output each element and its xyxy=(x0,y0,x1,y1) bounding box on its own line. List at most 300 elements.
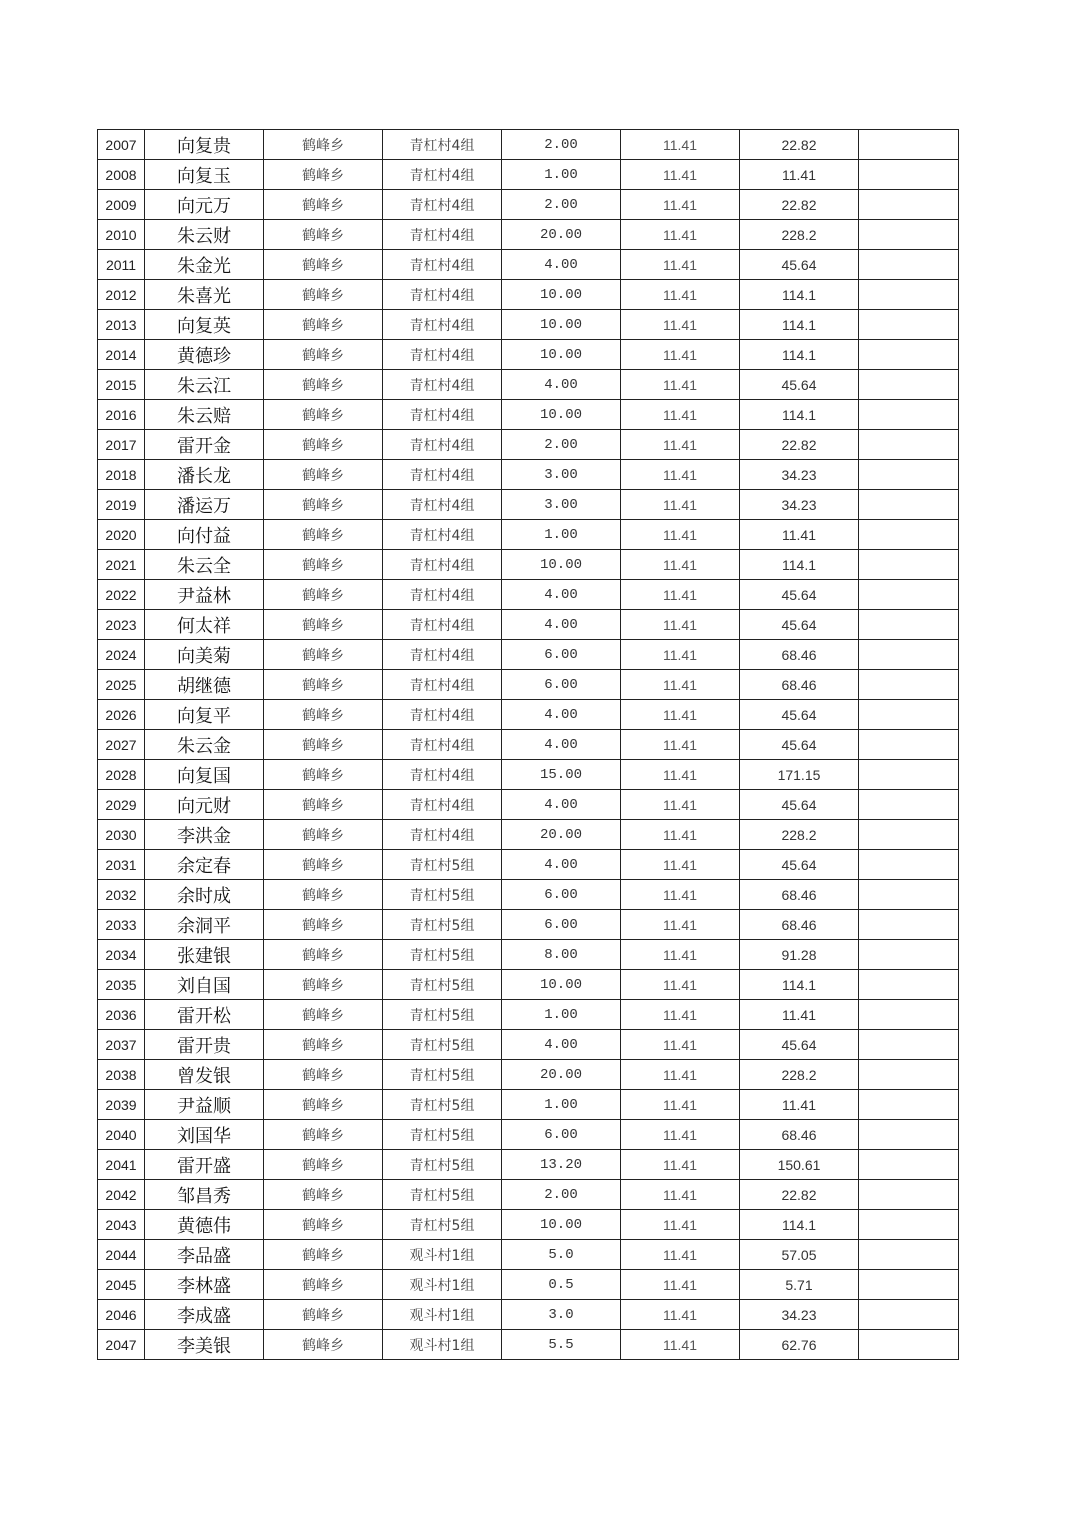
village-cell: 青杠村4组 xyxy=(383,490,502,520)
area-cell: 0.5 xyxy=(502,1270,621,1300)
area-cell: 15.00 xyxy=(502,760,621,790)
rate-cell: 11.41 xyxy=(621,790,740,820)
table-row xyxy=(98,1060,959,1090)
table-row xyxy=(98,220,959,250)
amount-cell: 22.82 xyxy=(740,430,859,460)
note-cell xyxy=(859,820,959,850)
rate-cell: 11.41 xyxy=(621,730,740,760)
note-cell xyxy=(859,1150,959,1180)
note-cell xyxy=(859,1060,959,1090)
village-cell: 青杠村4组 xyxy=(383,730,502,760)
village-cell: 青杠村4组 xyxy=(383,280,502,310)
row-number-cell: 2026 xyxy=(98,700,145,730)
village-cell: 青杠村5组 xyxy=(383,1150,502,1180)
row-number-cell: 2034 xyxy=(98,940,145,970)
amount-cell: 68.46 xyxy=(740,1120,859,1150)
row-number-cell: 2046 xyxy=(98,1300,145,1330)
name-cell: 雷开贵 xyxy=(145,1030,264,1060)
amount-cell: 45.64 xyxy=(740,610,859,640)
village-cell: 青杠村5组 xyxy=(383,850,502,880)
village-cell: 青杠村5组 xyxy=(383,1060,502,1090)
amount-cell: 45.64 xyxy=(740,700,859,730)
note-cell xyxy=(859,370,959,400)
town-cell: 鹤峰乡 xyxy=(264,910,383,940)
row-number-cell: 2040 xyxy=(98,1120,145,1150)
town-cell: 鹤峰乡 xyxy=(264,940,383,970)
row-number-cell: 2027 xyxy=(98,730,145,760)
note-cell xyxy=(859,1090,959,1120)
table-row xyxy=(98,1030,959,1060)
village-cell: 青杠村4组 xyxy=(383,190,502,220)
area-cell: 6.00 xyxy=(502,640,621,670)
note-cell xyxy=(859,760,959,790)
row-number-cell: 2019 xyxy=(98,490,145,520)
village-cell: 青杠村4组 xyxy=(383,610,502,640)
town-cell: 鹤峰乡 xyxy=(264,1150,383,1180)
table-row xyxy=(98,760,959,790)
table-row xyxy=(98,790,959,820)
note-cell xyxy=(859,1120,959,1150)
name-cell: 潘运万 xyxy=(145,490,264,520)
note-cell xyxy=(859,790,959,820)
table-row xyxy=(98,820,959,850)
rate-cell: 11.41 xyxy=(621,940,740,970)
area-cell: 4.00 xyxy=(502,790,621,820)
name-cell: 雷开松 xyxy=(145,1000,264,1030)
table-row xyxy=(98,640,959,670)
amount-cell: 11.41 xyxy=(740,1090,859,1120)
town-cell: 鹤峰乡 xyxy=(264,190,383,220)
name-cell: 朱云赔 xyxy=(145,400,264,430)
amount-cell: 68.46 xyxy=(740,880,859,910)
village-cell: 青杠村4组 xyxy=(383,460,502,490)
area-cell: 1.00 xyxy=(502,520,621,550)
rate-cell: 11.41 xyxy=(621,550,740,580)
table-row xyxy=(98,700,959,730)
area-cell: 1.00 xyxy=(502,1000,621,1030)
name-cell: 何太祥 xyxy=(145,610,264,640)
village-cell: 青杠村5组 xyxy=(383,1000,502,1030)
village-cell: 青杠村4组 xyxy=(383,580,502,610)
note-cell xyxy=(859,520,959,550)
town-cell: 鹤峰乡 xyxy=(264,730,383,760)
amount-cell: 68.46 xyxy=(740,910,859,940)
rate-cell: 11.41 xyxy=(621,1060,740,1090)
area-cell: 3.00 xyxy=(502,460,621,490)
area-cell: 4.00 xyxy=(502,250,621,280)
table-row xyxy=(98,670,959,700)
amount-cell: 228.2 xyxy=(740,1060,859,1090)
town-cell: 鹤峰乡 xyxy=(264,1180,383,1210)
name-cell: 朱喜光 xyxy=(145,280,264,310)
note-cell xyxy=(859,1180,959,1210)
note-cell xyxy=(859,1030,959,1060)
note-cell xyxy=(859,550,959,580)
area-cell: 6.00 xyxy=(502,910,621,940)
note-cell xyxy=(859,400,959,430)
area-cell: 20.00 xyxy=(502,820,621,850)
note-cell xyxy=(859,1000,959,1030)
amount-cell: 45.64 xyxy=(740,730,859,760)
name-cell: 余洞平 xyxy=(145,910,264,940)
village-cell: 青杠村5组 xyxy=(383,940,502,970)
amount-cell: 34.23 xyxy=(740,1300,859,1330)
table-row xyxy=(98,730,959,760)
row-number-cell: 2013 xyxy=(98,310,145,340)
town-cell: 鹤峰乡 xyxy=(264,1330,383,1360)
town-cell: 鹤峰乡 xyxy=(264,340,383,370)
rate-cell: 11.41 xyxy=(621,520,740,550)
name-cell: 朱云全 xyxy=(145,550,264,580)
table-row xyxy=(98,340,959,370)
rate-cell: 11.41 xyxy=(621,850,740,880)
row-number-cell: 2028 xyxy=(98,760,145,790)
rate-cell: 11.41 xyxy=(621,400,740,430)
amount-cell: 228.2 xyxy=(740,820,859,850)
town-cell: 鹤峰乡 xyxy=(264,670,383,700)
name-cell: 李品盛 xyxy=(145,1240,264,1270)
note-cell xyxy=(859,1240,959,1270)
village-cell: 青杠村5组 xyxy=(383,880,502,910)
row-number-cell: 2014 xyxy=(98,340,145,370)
table-row xyxy=(98,490,959,520)
town-cell: 鹤峰乡 xyxy=(264,430,383,460)
area-cell: 10.00 xyxy=(502,340,621,370)
rate-cell: 11.41 xyxy=(621,340,740,370)
village-cell: 青杠村4组 xyxy=(383,790,502,820)
table-row xyxy=(98,190,959,220)
village-cell: 青杠村4组 xyxy=(383,400,502,430)
town-cell: 鹤峰乡 xyxy=(264,490,383,520)
rate-cell: 11.41 xyxy=(621,130,740,160)
area-cell: 10.00 xyxy=(502,550,621,580)
town-cell: 鹤峰乡 xyxy=(264,850,383,880)
village-cell: 青杠村5组 xyxy=(383,1030,502,1060)
village-cell: 青杠村5组 xyxy=(383,970,502,1000)
rate-cell: 11.41 xyxy=(621,490,740,520)
area-cell: 2.00 xyxy=(502,190,621,220)
town-cell: 鹤峰乡 xyxy=(264,820,383,850)
row-number-cell: 2016 xyxy=(98,400,145,430)
town-cell: 鹤峰乡 xyxy=(264,1300,383,1330)
rate-cell: 11.41 xyxy=(621,310,740,340)
area-cell: 3.0 xyxy=(502,1300,621,1330)
table-row xyxy=(98,1330,959,1360)
name-cell: 向元万 xyxy=(145,190,264,220)
rate-cell: 11.41 xyxy=(621,1240,740,1270)
name-cell: 胡继德 xyxy=(145,670,264,700)
note-cell xyxy=(859,730,959,760)
rate-cell: 11.41 xyxy=(621,280,740,310)
table-row xyxy=(98,430,959,460)
town-cell: 鹤峰乡 xyxy=(264,880,383,910)
area-cell: 10.00 xyxy=(502,400,621,430)
table-row xyxy=(98,1000,959,1030)
village-cell: 青杠村4组 xyxy=(383,160,502,190)
rate-cell: 11.41 xyxy=(621,460,740,490)
amount-cell: 11.41 xyxy=(740,1000,859,1030)
note-cell xyxy=(859,700,959,730)
row-number-cell: 2018 xyxy=(98,460,145,490)
town-cell: 鹤峰乡 xyxy=(264,250,383,280)
row-number-cell: 2025 xyxy=(98,670,145,700)
name-cell: 黄德珍 xyxy=(145,340,264,370)
row-number-cell: 2037 xyxy=(98,1030,145,1060)
area-cell: 6.00 xyxy=(502,1120,621,1150)
note-cell xyxy=(859,190,959,220)
row-number-cell: 2009 xyxy=(98,190,145,220)
note-cell xyxy=(859,250,959,280)
town-cell: 鹤峰乡 xyxy=(264,460,383,490)
note-cell xyxy=(859,460,959,490)
row-number-cell: 2008 xyxy=(98,160,145,190)
name-cell: 曾发银 xyxy=(145,1060,264,1090)
note-cell xyxy=(859,130,959,160)
area-cell: 4.00 xyxy=(502,730,621,760)
amount-cell: 45.64 xyxy=(740,580,859,610)
amount-cell: 114.1 xyxy=(740,970,859,1000)
row-number-cell: 2007 xyxy=(98,130,145,160)
row-number-cell: 2011 xyxy=(98,250,145,280)
table-row xyxy=(98,1300,959,1330)
note-cell xyxy=(859,1300,959,1330)
amount-cell: 68.46 xyxy=(740,670,859,700)
town-cell: 鹤峰乡 xyxy=(264,1240,383,1270)
table-row xyxy=(98,310,959,340)
name-cell: 向复国 xyxy=(145,760,264,790)
village-cell: 青杠村4组 xyxy=(383,700,502,730)
name-cell: 向复英 xyxy=(145,310,264,340)
note-cell xyxy=(859,1330,959,1360)
village-cell: 青杠村4组 xyxy=(383,820,502,850)
area-cell: 4.00 xyxy=(502,580,621,610)
table-row xyxy=(98,160,959,190)
rate-cell: 11.41 xyxy=(621,430,740,460)
name-cell: 朱金光 xyxy=(145,250,264,280)
town-cell: 鹤峰乡 xyxy=(264,580,383,610)
village-cell: 青杠村4组 xyxy=(383,670,502,700)
row-number-cell: 2044 xyxy=(98,1240,145,1270)
village-cell: 青杠村4组 xyxy=(383,760,502,790)
name-cell: 雷开盛 xyxy=(145,1150,264,1180)
town-cell: 鹤峰乡 xyxy=(264,310,383,340)
rate-cell: 11.41 xyxy=(621,910,740,940)
rate-cell: 11.41 xyxy=(621,1000,740,1030)
name-cell: 潘长龙 xyxy=(145,460,264,490)
name-cell: 李洪金 xyxy=(145,820,264,850)
area-cell: 10.00 xyxy=(502,280,621,310)
note-cell xyxy=(859,430,959,460)
rate-cell: 11.41 xyxy=(621,880,740,910)
area-cell: 4.00 xyxy=(502,850,621,880)
amount-cell: 34.23 xyxy=(740,460,859,490)
table-row xyxy=(98,280,959,310)
name-cell: 向付益 xyxy=(145,520,264,550)
village-cell: 观斗村1组 xyxy=(383,1270,502,1300)
rate-cell: 11.41 xyxy=(621,670,740,700)
area-cell: 4.00 xyxy=(502,370,621,400)
name-cell: 邹昌秀 xyxy=(145,1180,264,1210)
amount-cell: 22.82 xyxy=(740,1180,859,1210)
name-cell: 朱云财 xyxy=(145,220,264,250)
table-row xyxy=(98,910,959,940)
row-number-cell: 2010 xyxy=(98,220,145,250)
area-cell: 5.5 xyxy=(502,1330,621,1360)
area-cell: 1.00 xyxy=(502,1090,621,1120)
name-cell: 尹益顺 xyxy=(145,1090,264,1120)
amount-cell: 57.05 xyxy=(740,1240,859,1270)
village-cell: 观斗村1组 xyxy=(383,1330,502,1360)
row-number-cell: 2017 xyxy=(98,430,145,460)
area-cell: 20.00 xyxy=(502,1060,621,1090)
name-cell: 朱云江 xyxy=(145,370,264,400)
table-row xyxy=(98,1090,959,1120)
row-number-cell: 2021 xyxy=(98,550,145,580)
village-cell: 青杠村5组 xyxy=(383,910,502,940)
rate-cell: 11.41 xyxy=(621,1300,740,1330)
row-number-cell: 2039 xyxy=(98,1090,145,1120)
note-cell xyxy=(859,610,959,640)
amount-cell: 11.41 xyxy=(740,160,859,190)
area-cell: 2.00 xyxy=(502,430,621,460)
town-cell: 鹤峰乡 xyxy=(264,1060,383,1090)
village-cell: 青杠村4组 xyxy=(383,370,502,400)
area-cell: 10.00 xyxy=(502,310,621,340)
amount-cell: 114.1 xyxy=(740,400,859,430)
village-cell: 青杠村4组 xyxy=(383,220,502,250)
table-row xyxy=(98,580,959,610)
row-number-cell: 2035 xyxy=(98,970,145,1000)
name-cell: 向美菊 xyxy=(145,640,264,670)
town-cell: 鹤峰乡 xyxy=(264,1210,383,1240)
rate-cell: 11.41 xyxy=(621,610,740,640)
village-cell: 青杠村4组 xyxy=(383,340,502,370)
table-row xyxy=(98,1270,959,1300)
row-number-cell: 2033 xyxy=(98,910,145,940)
amount-cell: 68.46 xyxy=(740,640,859,670)
note-cell xyxy=(859,340,959,370)
area-cell: 8.00 xyxy=(502,940,621,970)
name-cell: 余定春 xyxy=(145,850,264,880)
name-cell: 雷开金 xyxy=(145,430,264,460)
amount-cell: 22.82 xyxy=(740,130,859,160)
town-cell: 鹤峰乡 xyxy=(264,1120,383,1150)
name-cell: 刘自国 xyxy=(145,970,264,1000)
town-cell: 鹤峰乡 xyxy=(264,400,383,430)
row-number-cell: 2030 xyxy=(98,820,145,850)
table-row xyxy=(98,850,959,880)
name-cell: 向复玉 xyxy=(145,160,264,190)
village-cell: 青杠村4组 xyxy=(383,430,502,460)
village-cell: 青杠村4组 xyxy=(383,130,502,160)
rate-cell: 11.41 xyxy=(621,820,740,850)
amount-cell: 22.82 xyxy=(740,190,859,220)
rate-cell: 11.41 xyxy=(621,970,740,1000)
name-cell: 李美银 xyxy=(145,1330,264,1360)
table-row xyxy=(98,1180,959,1210)
table-row xyxy=(98,1210,959,1240)
amount-cell: 114.1 xyxy=(740,280,859,310)
data-table xyxy=(97,129,959,1360)
amount-cell: 45.64 xyxy=(740,370,859,400)
town-cell: 鹤峰乡 xyxy=(264,790,383,820)
note-cell xyxy=(859,670,959,700)
area-cell: 4.00 xyxy=(502,700,621,730)
town-cell: 鹤峰乡 xyxy=(264,280,383,310)
row-number-cell: 2029 xyxy=(98,790,145,820)
village-cell: 青杠村5组 xyxy=(383,1120,502,1150)
table-row xyxy=(98,1150,959,1180)
area-cell: 10.00 xyxy=(502,1210,621,1240)
rate-cell: 11.41 xyxy=(621,1210,740,1240)
note-cell xyxy=(859,940,959,970)
table-row xyxy=(98,610,959,640)
amount-cell: 114.1 xyxy=(740,340,859,370)
row-number-cell: 2036 xyxy=(98,1000,145,1030)
name-cell: 朱云金 xyxy=(145,730,264,760)
table-row xyxy=(98,250,959,280)
amount-cell: 171.15 xyxy=(740,760,859,790)
rate-cell: 11.41 xyxy=(621,1030,740,1060)
name-cell: 尹益林 xyxy=(145,580,264,610)
area-cell: 2.00 xyxy=(502,130,621,160)
area-cell: 13.20 xyxy=(502,1150,621,1180)
town-cell: 鹤峰乡 xyxy=(264,130,383,160)
village-cell: 青杠村4组 xyxy=(383,250,502,280)
village-cell: 观斗村1组 xyxy=(383,1240,502,1270)
rate-cell: 11.41 xyxy=(621,220,740,250)
rate-cell: 11.41 xyxy=(621,1150,740,1180)
amount-cell: 62.76 xyxy=(740,1330,859,1360)
rate-cell: 11.41 xyxy=(621,370,740,400)
area-cell: 1.00 xyxy=(502,160,621,190)
area-cell: 2.00 xyxy=(502,1180,621,1210)
name-cell: 余时成 xyxy=(145,880,264,910)
name-cell: 向复平 xyxy=(145,700,264,730)
village-cell: 青杠村5组 xyxy=(383,1210,502,1240)
table-row xyxy=(98,940,959,970)
row-number-cell: 2022 xyxy=(98,580,145,610)
name-cell: 李林盛 xyxy=(145,1270,264,1300)
town-cell: 鹤峰乡 xyxy=(264,1270,383,1300)
area-cell: 4.00 xyxy=(502,1030,621,1060)
amount-cell: 228.2 xyxy=(740,220,859,250)
rate-cell: 11.41 xyxy=(621,1180,740,1210)
table-row xyxy=(98,130,959,160)
row-number-cell: 2024 xyxy=(98,640,145,670)
rate-cell: 11.41 xyxy=(621,580,740,610)
table-row xyxy=(98,460,959,490)
amount-cell: 91.28 xyxy=(740,940,859,970)
table-row xyxy=(98,880,959,910)
town-cell: 鹤峰乡 xyxy=(264,1090,383,1120)
amount-cell: 45.64 xyxy=(740,1030,859,1060)
village-cell: 青杠村4组 xyxy=(383,520,502,550)
rate-cell: 11.41 xyxy=(621,1330,740,1360)
town-cell: 鹤峰乡 xyxy=(264,610,383,640)
amount-cell: 150.61 xyxy=(740,1150,859,1180)
rate-cell: 11.41 xyxy=(621,700,740,730)
table-body xyxy=(98,130,959,1360)
row-number-cell: 2045 xyxy=(98,1270,145,1300)
row-number-cell: 2020 xyxy=(98,520,145,550)
row-number-cell: 2043 xyxy=(98,1210,145,1240)
note-cell xyxy=(859,910,959,940)
village-cell: 青杠村4组 xyxy=(383,550,502,580)
rate-cell: 11.41 xyxy=(621,1120,740,1150)
table-row xyxy=(98,400,959,430)
village-cell: 青杠村4组 xyxy=(383,310,502,340)
